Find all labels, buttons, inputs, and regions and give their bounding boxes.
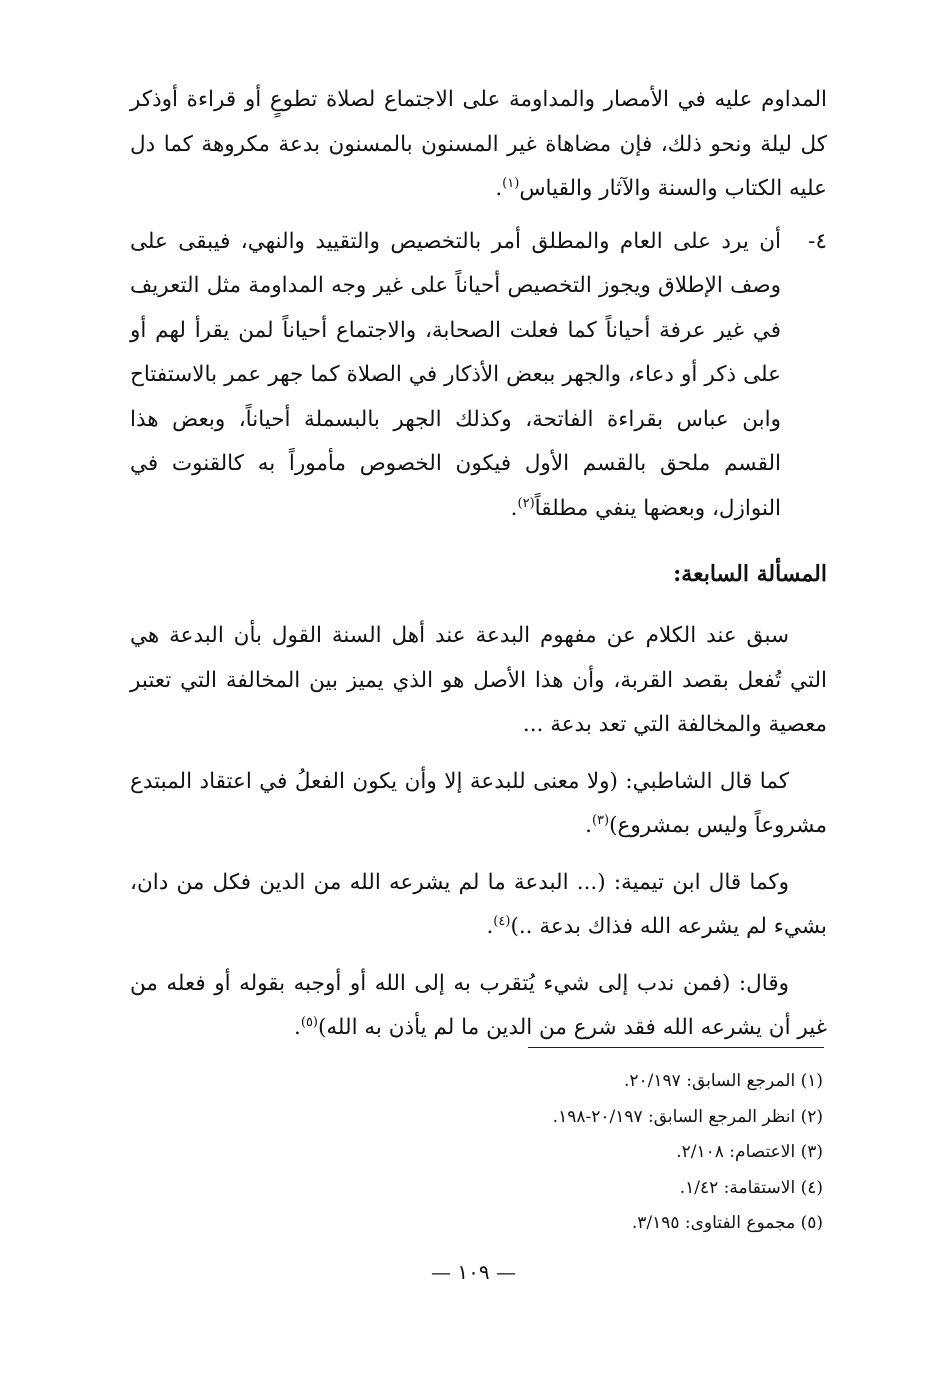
paragraph-3-end: .: [585, 813, 592, 838]
paragraph-1: [130, 78, 827, 212]
paragraph-3-text: كما قال الشاطبي: (ولا معنى للبدعة إلا وأن يكون الفعلُ في اعتقاد المبتدع مشروعاً وليس بمشروع): [130, 768, 827, 838]
list-item-4-end: .: [510, 495, 518, 521]
footnote-ref-1: (١): [502, 175, 520, 191]
paragraph-3: [130, 760, 827, 849]
footnote-divider: [528, 1047, 824, 1048]
footnote-2: (٢) انظر المرجع السابق: ٢٠/١٩٧-١٩٨.: [552, 1106, 823, 1127]
paragraph-5: [130, 962, 827, 1051]
paragraph-4: [130, 861, 827, 950]
footnote-5: (٥) مجموع الفتاوى: ٣/١٩٥.: [631, 1213, 823, 1233]
list-item-4: [130, 220, 827, 532]
footnote-4: (٤) الاستقامة: ١/٤٢.: [679, 1177, 823, 1198]
paragraph-2-text: سبق عند الكلام عن مفهوم البدعة عند أهل السنة القول بأن البدعة هي التي تُفعل بقصد القربة، وأن هذا الأصل هو الذي يميز بين المخالفة التي تعتبر معصية والمخالفة التي تعد بدعة ...: [130, 623, 827, 737]
paragraph-4-text: وكما قال ابن تيمية: (... البدعة ما لم يشرعه الله من الدين فكل من دان، بشيء لم يشرعه الله فذاك بدعة ..): [130, 869, 827, 939]
footnote-ref-4: (٤): [493, 913, 511, 929]
footnotes: [130, 1064, 827, 1242]
page-number: — ١٠٩ —: [431, 1260, 516, 1284]
paragraph-2: [130, 614, 827, 748]
footnote-ref-2: (٢): [517, 495, 535, 511]
footnote-ref-5: (٥): [300, 1014, 318, 1030]
list-item-4-text: أن يرد على العام والمطلق أمر بالتخصيص والتقييد والنهي، فيبقى على وصف الإطلاق ويجوز التخصيص أحياناً على غير وجه المداومة مثل التعريف في غير عرفة أحياناً كما فعلت الصحابة، والاجتماع أحياناً لمن يقرأ لهم أو على ذكر أو دعاء، والجهر ببعض الأذكار في الصلاة كما جهر عمر بالاستفتاح وابن عباس بقراءة الفاتحة، وكذلك الجهر بالبسملة أحياناً، وبعض هذا القسم ملحق بالقسم الأول فيكون الخصوص مأموراً به كالقنوت في النوازل، وبعضها ينفي مطلقاً: [130, 228, 781, 521]
footnote-1: (١) المرجع السابق: ٢٠/١٩٧.: [624, 1071, 823, 1091]
paragraph-1-text: المداوم عليه في الأمصار والمداومة على الاجتماع لصلاة تطوعٍ أو قراءة أوذكر كل ليلة ونحو ذلك، فإن مضاهاة غير المسنون بالمسنون بدعة مكروهة كما دل عليه الكتاب والسنة والآثار والقياس: [130, 87, 827, 201]
paragraph-4-end: .: [486, 914, 494, 939]
paragraph-5-end: .: [294, 1015, 301, 1040]
paragraph-5-text: وقال: (فمن ندب إلى شيء يُتقرب به إلى الله أو أوجبه بقوله أو فعله من غير أن يشرعه الله فقد شرع من الدين ما لم يأذن به الله): [130, 970, 827, 1040]
list-item-number: ٤-: [808, 228, 827, 254]
paragraph-1-end: .: [495, 176, 503, 201]
footnote-3: (٣) الاعتصام: ٢/١٠٨.: [676, 1142, 823, 1162]
section-heading: المسألة السابعة:: [673, 561, 827, 587]
page-body: [130, 78, 827, 1051]
footnote-ref-3: (٣): [591, 812, 610, 828]
